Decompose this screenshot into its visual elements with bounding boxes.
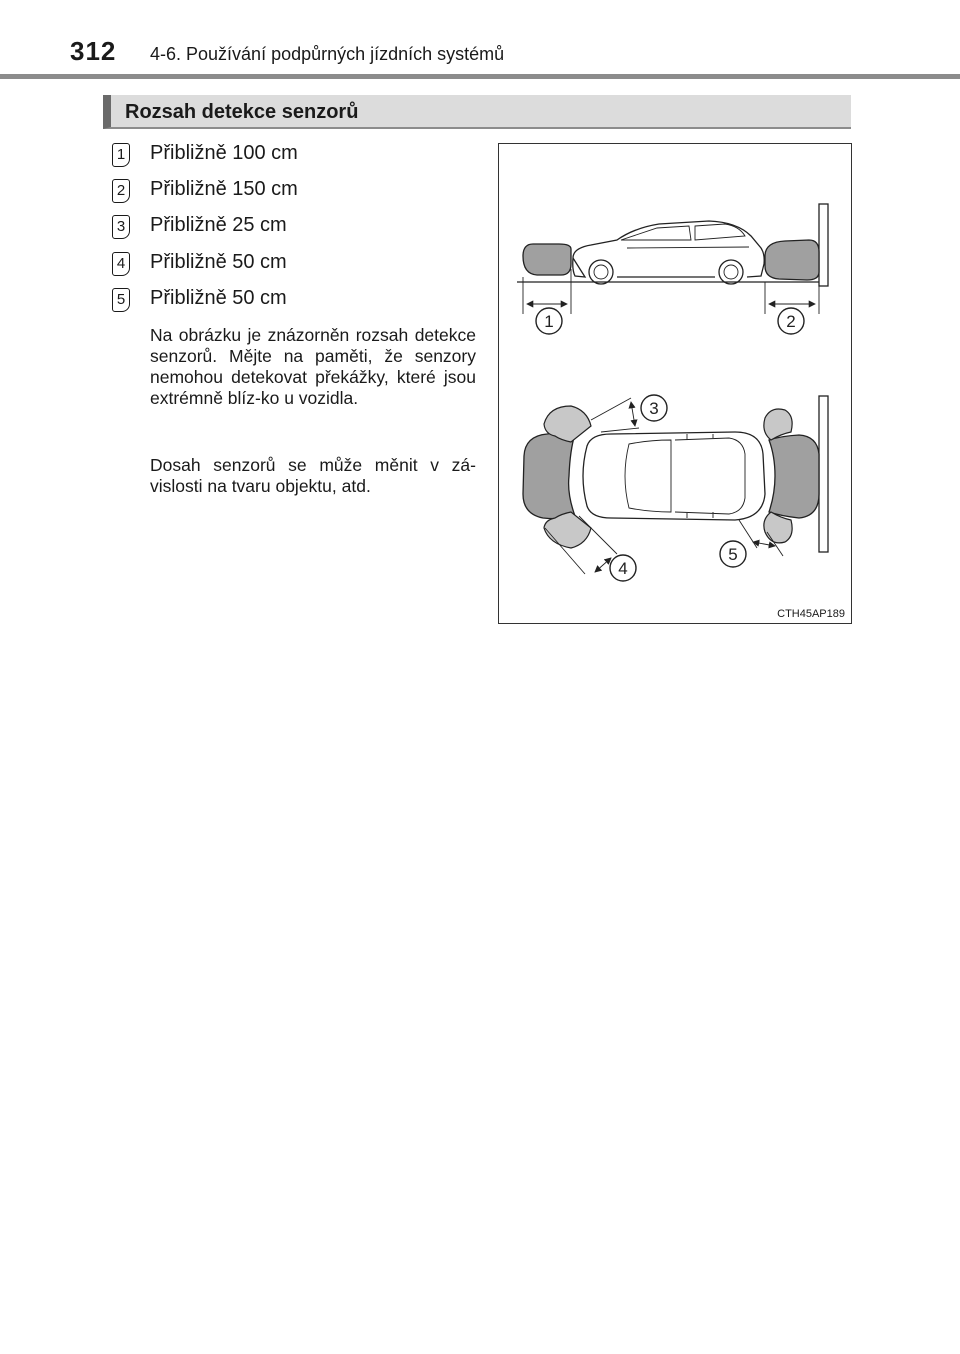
- item-number-badge: 1: [112, 143, 130, 167]
- list-item: [112, 142, 452, 172]
- sensor-range-figure: [498, 143, 852, 624]
- section-header: [103, 95, 851, 129]
- item-text: Přibližně 150 cm: [150, 178, 298, 200]
- list-item: [112, 251, 452, 281]
- car-side-icon: [573, 221, 764, 277]
- item-text: Přibližně 50 cm: [150, 251, 287, 273]
- item-text: Přibližně 100 cm: [150, 142, 298, 164]
- section-title: Rozsah detekce senzorů: [125, 101, 359, 123]
- item-number-badge: 5: [112, 288, 130, 312]
- list-item: [112, 287, 452, 317]
- svg-text:5: 5: [728, 545, 738, 564]
- callout-3: [641, 395, 667, 421]
- car-top-icon: [583, 432, 765, 520]
- item-number-badge: 3: [112, 215, 130, 239]
- header-rule: [0, 74, 960, 79]
- front-sensor-zone-top: [523, 433, 575, 519]
- svg-text:2: 2: [786, 312, 796, 331]
- top-wall: [819, 396, 828, 552]
- paragraph-range-variation: Dosah senzorů se může měnit v zá-vislosti na tvaru objektu, atd.: [150, 455, 476, 496]
- svg-text:4: 4: [618, 559, 628, 578]
- page-number: 312: [70, 36, 117, 66]
- figure-code: CTH45AP189: [777, 608, 845, 620]
- svg-text:3: 3: [649, 399, 659, 418]
- front-sensor-zone-side: [523, 244, 571, 275]
- callout-1: [536, 308, 562, 334]
- item-text: Přibližně 25 cm: [150, 214, 287, 236]
- svg-text:1: 1: [544, 312, 554, 331]
- callout-4: [610, 555, 636, 581]
- rear-sensor-zone-side: [765, 240, 819, 280]
- item-number-badge: 2: [112, 179, 130, 203]
- list-item: [112, 178, 452, 208]
- paragraph-detection-range: Na obrázku je znázorněn rozsah detekce senzorů. Mějte na paměti, že senzory nemohou detekovat překážky, které jsou extrémně blíz-ko u vozidla.: [150, 325, 476, 408]
- callout-5: [720, 541, 746, 567]
- callout-2: [778, 308, 804, 334]
- chapter-title: 4-6. Používání podpůrných jízdních systémů: [150, 44, 505, 64]
- side-wall: [819, 204, 828, 286]
- rear-sensor-zone-top: [769, 435, 819, 518]
- item-number-badge: 4: [112, 252, 130, 276]
- item-text: Přibližně 50 cm: [150, 287, 287, 309]
- sensor-range-illustration: [499, 144, 853, 625]
- list-item: [112, 214, 452, 244]
